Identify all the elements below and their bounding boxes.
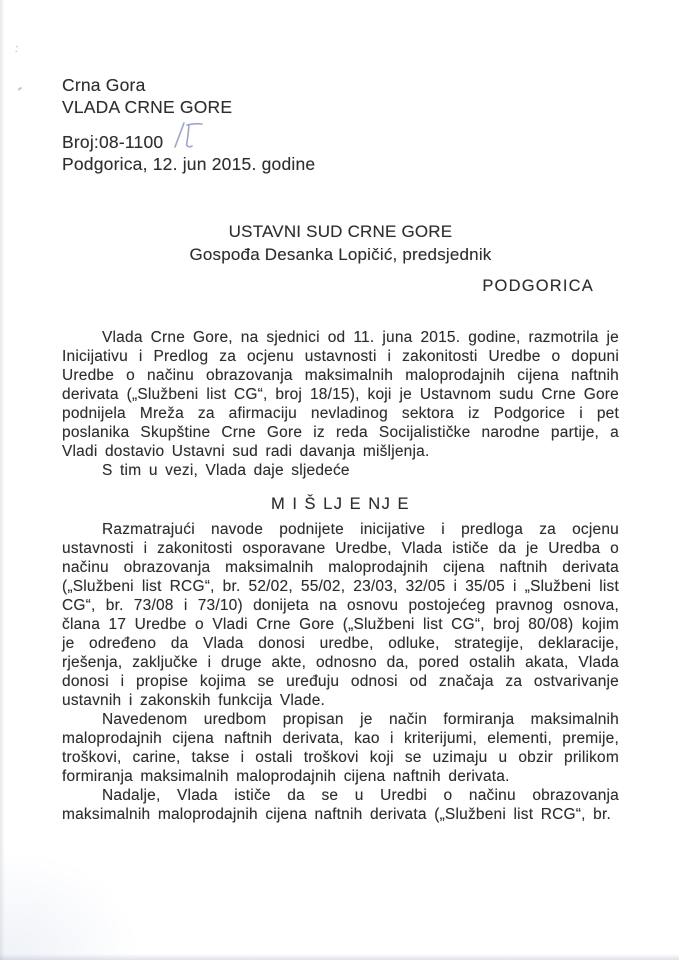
sender-country: Crna Gora — [62, 75, 146, 95]
sender-place-date: Podgorica, 12. jun 2015. godine — [62, 153, 316, 174]
letter-body — [62, 328, 619, 824]
sender-institution: VLADA CRNE GORE — [62, 96, 233, 117]
recipient-city: PODGORICA — [482, 277, 594, 295]
handwritten-number-icon — [171, 120, 205, 150]
sender-block — [62, 75, 315, 175]
recipient-person: Gospođa Desanka Lopičić, predsjednik — [189, 244, 492, 264]
page-edge-shadow-bottom — [0, 954, 679, 960]
opinion-heading: M I Š LJ E NJ E — [271, 495, 410, 513]
scan-artifact — [16, 84, 22, 90]
recipient-institution: USTAVNI SUD CRNE GORE — [228, 222, 453, 241]
paragraph-opinion-2: Navedenom uredbom propisan je način formiranja maksimalnih maloprodajnih cijena naftnih derivata, kao i kriterijumi, elementi, premije, troškovi, carine, takse i ostali troškovi koji se uzimaju u obzir prilikom formiranja maksimalnih maloprodajnih cijena naftnih derivata. — [62, 711, 619, 785]
document-number: Broj:08-1100 — [62, 132, 164, 152]
document-number-line — [62, 118, 315, 154]
paragraph-intro: Vlada Crne Gore, na sjednici od 11. juna 2015. godine, razmotrila je Inicijativu i Predlog za ocjenu ustavnosti i zakonitosti Uredbe o dopuni Uredbe o načinu obrazovanja maksimalnih maloprodajnih cijena naftnih derivata („Službeni list CG“, broj 18/15), koji je Ustavnom sudu Crne Gore podnijela Mreža za afirmaciju nevladinog sektora iz Podgorice i pet poslanika Skupštine Crne Gore iz reda Socijalističke narodne partije, a Vladi dostavio Ustavni sud radi davanja mišljenja. — [62, 329, 619, 460]
paragraph-lead-in: S tim u vezi, Vlada daje sljedeće — [102, 462, 350, 479]
recipient-block — [62, 221, 619, 266]
page-corner-shadow — [0, 850, 140, 960]
paragraph-opinion-3: Nadalje, Vlada ističe da se u Uredbi o načinu obrazovanja maksimalnih maloprodajnih cijena naftnih derivata („Službeni list RCG“, br. — [62, 787, 619, 823]
handwritten-number-mark — [171, 120, 205, 156]
scan-artifact: : — [14, 42, 19, 56]
page-edge-shadow-left — [0, 0, 5, 960]
paragraph-opinion-1: Razmatrajući navode podnijete inicijative i predloga za ocjenu ustavnosti i zakonitosti osporavane Uredbe, Vlada ističe da je Uredba o načinu obrazovanja maksimalnih maloprodajnih cijena naftnih derivata („Službeni list RCG“, br. 52/02, 55/02, 23/03, 32/05 i 35/05 i „Službeni list CG“, br. 73/08 i 73/10) donijeta na osnovu postojećeg pravnog osnova, člana 17 Uredbe o Vladi Crne Gore („Službeni list CG“, broj 80/08) kojim je određeno da Vlada donosi uredbe, odluke, strategije, deklaracije, rješenja, zaključke i druge akte, odnosno da, pored ostalih akata, Vlada donosi i propise kojima se uređuju odnosi od značaja za ostvarivanje ustavnih i zakonskih funkcija Vlade. — [62, 521, 619, 709]
